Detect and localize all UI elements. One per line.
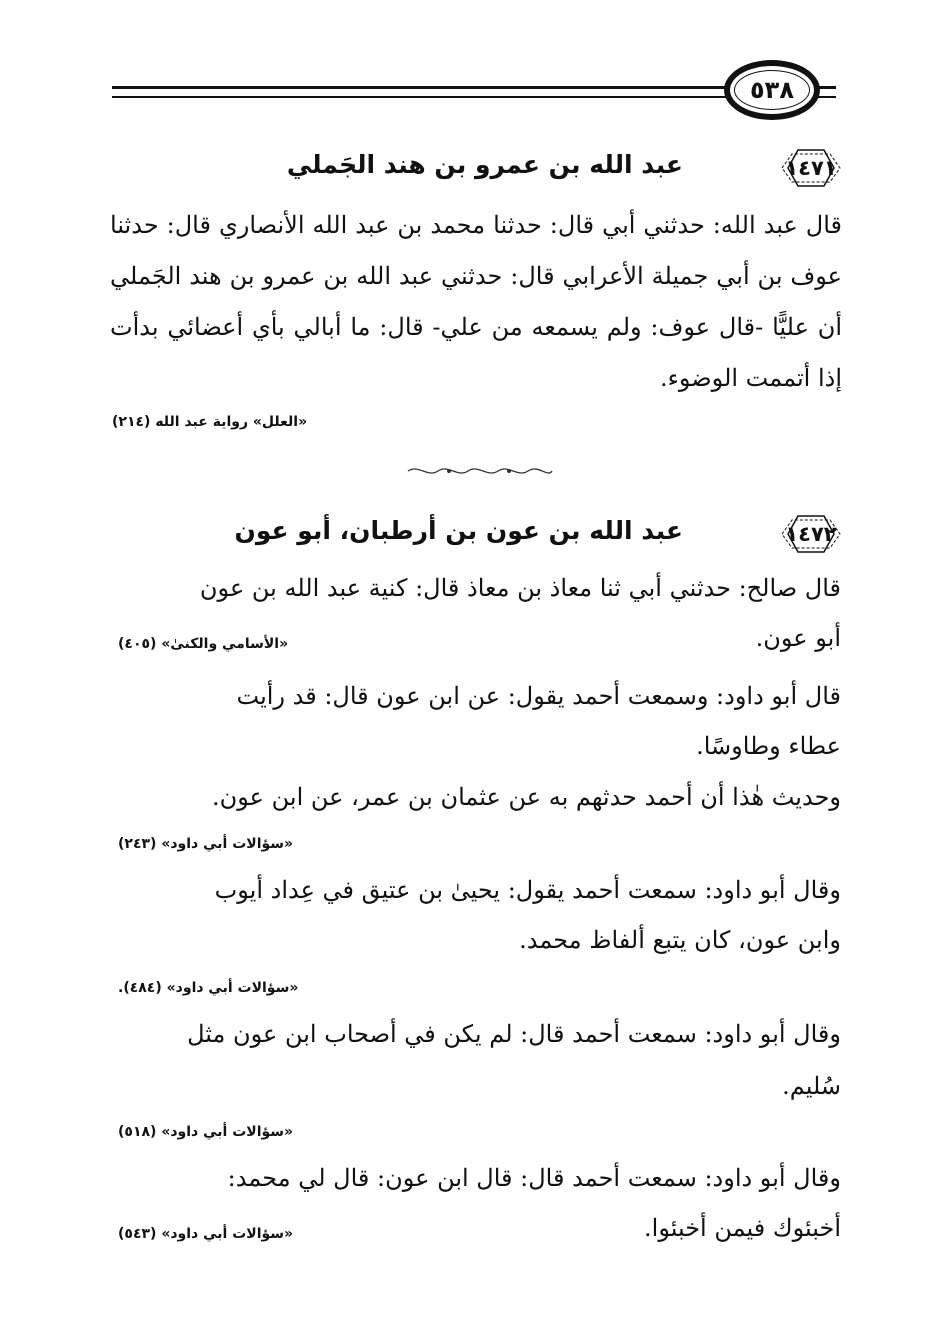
source-citation: «العلل» رواية عبد الله (٢١٤) (112, 414, 308, 430)
source-citation: «سؤالات أبي داود» (٢٤٣) (118, 836, 294, 852)
source-citation: «سؤالات أبي داود» (٤٨٤). (118, 980, 299, 996)
text-line: وقال أبو داود: سمعت أحمد يقول: يحيىٰ بن عتيق في عِداد أيوب (214, 876, 841, 904)
source-citation: «الأسامي والكنىٰ» (٤٠٥) (118, 636, 289, 652)
text-line: وابن عون، كان يتبع ألفاظ محمد. (519, 926, 841, 954)
entry-number: ١٤٧١ (785, 156, 837, 180)
entry-title: عبد الله بن عمرو بن هند الجَملي (286, 150, 683, 179)
text-line: سُليم. (782, 1072, 841, 1100)
header-rule-thin (112, 96, 737, 98)
entry-number-badge (778, 146, 844, 190)
text-line: قال صالح: حدثني أبي ثنا معاذ بن معاذ قال: كنية عبد الله بن عون (199, 574, 841, 602)
source-citation: «سؤالات أبي داود» (٥١٨) (118, 1124, 294, 1140)
divider-ornament-icon (404, 464, 554, 478)
text-line: قال أبو داود: وسمعت أحمد يقول: عن ابن عون قال: قد رأيت (236, 682, 841, 710)
header-rule (112, 86, 737, 89)
page-number: ٥٣٨ (724, 60, 820, 120)
entry-paragraph: قال عبد الله: حدثني أبي قال: حدثنا محمد بن عبد الله الأنصاري قال: حدثنا عوف بن أبي جميلة الأعرابي قال: حدثني عبد الله بن عمرو بن هند الجَملي أن عليًّا -قال عوف: ولم يسمعه من علي- قال: ما أبالي بأي أعضائي بدأت إذا أتممت الوضوء. (110, 211, 842, 392)
text-line: عطاء وطاوسًا. (696, 732, 841, 760)
text-line: وحديث هٰذا أن أحمد حدثهم به عن عثمان بن عمر، عن ابن عون. (212, 783, 841, 811)
text-line: أبو عون. (755, 624, 841, 652)
text-line: وقال أبو داود: سمعت أحمد قال: قال ابن عون: قال لي محمد: (227, 1164, 841, 1192)
source-citation: «سؤالات أبي داود» (٥٤٣) (118, 1226, 294, 1242)
text-line: أخبئوك فيمن أخبئوا. (644, 1214, 841, 1242)
entry-number: ١٤٧٢ (785, 522, 837, 546)
entry-title: عبد الله بن عون بن أرطبان، أبو عون (234, 516, 683, 545)
text-line: وقال أبو داود: سمعت أحمد قال: لم يكن في أصحاب ابن عون مثل (187, 1020, 841, 1048)
entry-number-badge (778, 512, 844, 556)
